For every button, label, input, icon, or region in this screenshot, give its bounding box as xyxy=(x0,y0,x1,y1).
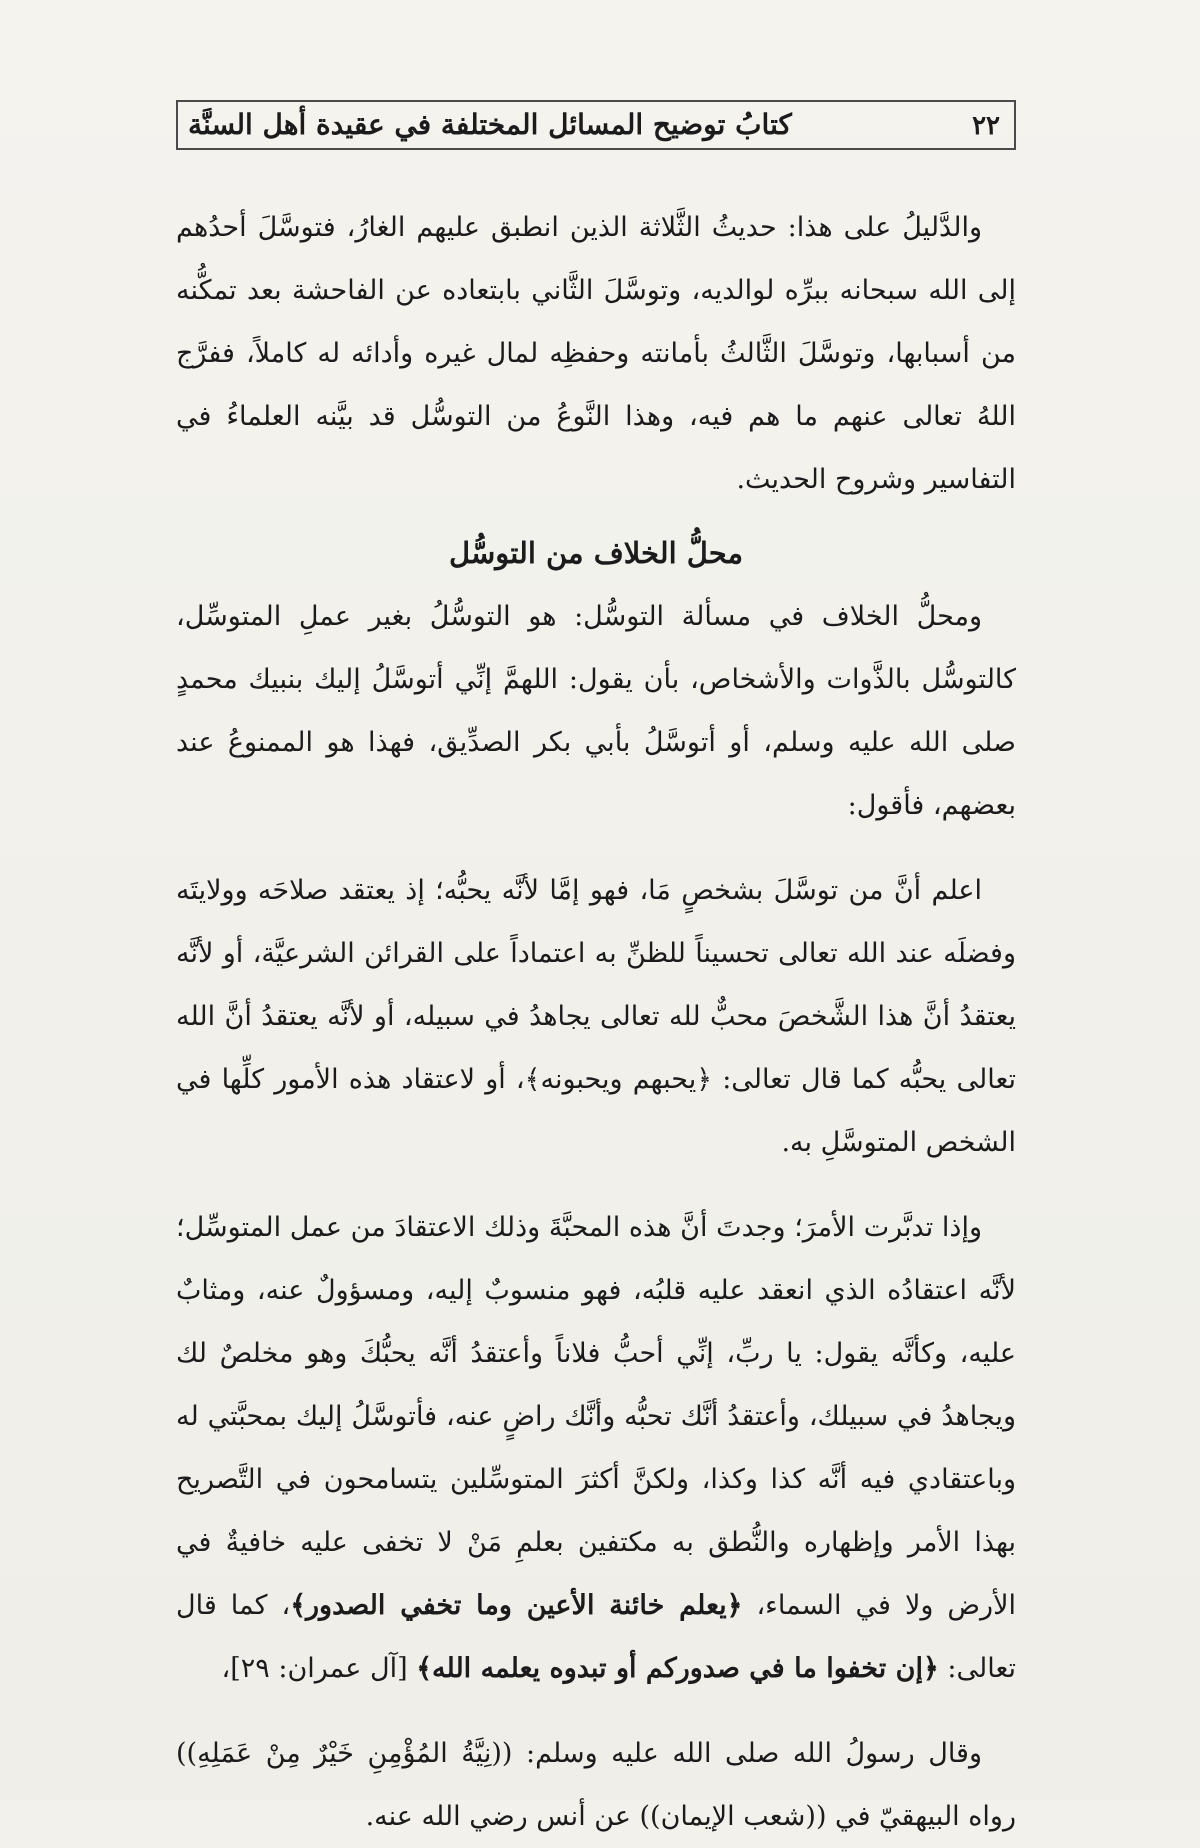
paragraph-hadith: وقال رسولُ الله صلى الله عليه وسلم: ((نِيَّةُ المُؤْمِنِ خَيْرٌ مِنْ عَمَلِهِ)) رواه البيهقيّ في ((شعب الإيمان)) عن أنس رضي الله عنه. xyxy=(176,1738,1016,1832)
paragraph-know: اعلم أنَّ من توسَّلَ بشخصٍ مَا، فهو إمَّا لأنَّه يحبُّه؛ إذ يعتقد صلاحَه وولايتَه وفضلَه عند الله تعالى تحسيناً للظنِّ به اعتماداً على القرائن الشرعيَّة، أو لأنَّه يعتقدُ أنَّ هذا الشَّخصَ محبٌّ لله تعالى يجاهدُ في سبيله، أو لأنَّه يعتقدُ أنَّ الله تعالى يحبُّه كما قال تعالى: ﴿يحبهم ويحبونه﴾، أو لاعتقاد هذه الأمور كلِّها في الشخص المتوسَّلِ به. xyxy=(176,875,1016,1158)
page-header xyxy=(176,100,1016,150)
page-number: ٢٢ xyxy=(972,111,1000,141)
paragraph-dispute: ومحلُّ الخلاف في مسألة التوسُّل: هو التوسُّلُ بغير عملِ المتوسِّل، كالتوسُّل بالذَّوات والأشخاص، بأن يقول: اللهمَّ إنِّي أتوسَّلُ إليك بنبيك محمدٍ صلى الله عليه وسلم، أو أتوسَّلُ بأبي بكر الصدِّيق، فهذا هو الممنوعُ عند بعضهم، فأقول: xyxy=(176,601,1016,821)
paragraph-reflection-text: وإذا تدبَّرت الأمرَ؛ وجدتَ أنَّ هذه المحبَّةَ وذلك الاعتقادَ من عمل المتوسِّل؛ لأنَّه اعتقادُه الذي انعقد عليه قلبُه، فهو منسوبٌ إليه، ومسؤولٌ عنه، ومثابٌ عليه، وكأنَّه يقول: يا ربِّ، إنِّي أحبُّ فلاناً وأعتقدُ أنَّه يحبُّكَ وهو مخلصٌ لك ويجاهدُ في سبيلك، وأعتقدُ أنَّك تحبُّه وأنَّك راضٍ عنه، فأتوسَّلُ إليك بمحبَّتي له وباعتقادي فيه أنَّه كذا وكذا، ولكنَّ أكثرَ المتوسِّلين يتسامحون في التَّصريح بهذا الأمر وإظهاره والنُّطق به مكتفين بعلمِ مَنْ لا تخفى عليه خافيةٌ في الأرض ولا في السماء، xyxy=(176,1212,1016,1621)
paragraph-reflection-connector: ، كما قال تعالى: xyxy=(176,1590,1016,1684)
quran-reference: [آل عمران: ٢٩]، xyxy=(221,1653,417,1684)
paragraph-evidence: والدَّليلُ على هذا: حديثُ الثَّلاثة الذين انطبق عليهم الغارُ، فتوسَّلَ أحدُهم إلى الله سبحانه ببرِّه لوالديه، وتوسَّلَ الثَّاني بابتعاده عن الفاحشة بعد تمكُّنه من أسبابها، وتوسَّلَ الثَّالثُ بأمانته وحفظِه لمال غيره وأدائه له كاملاً، ففرَّج اللهُ تعالى عنهم ما هم فيه، وهذا النَّوعُ من التوسُّل قد بيَّنه العلماءُ في التفاسير وشروح الحديث. xyxy=(176,212,1016,495)
quran-quote-2: ﴿إن تخفوا ما في صدوركم أو تبدوه يعلمه الله﴾ xyxy=(416,1653,939,1684)
quran-quote-1: ﴿يعلم خائنة الأعين وما تخفي الصدور﴾ xyxy=(290,1590,743,1621)
section-heading: محلُّ الخلاف من التوسُّل xyxy=(449,536,743,570)
page-body xyxy=(176,196,1016,1848)
book-title: كتابُ توضيح المسائل المختلفة في عقيدة أهل السنَّة xyxy=(188,108,792,141)
paragraph-reflection xyxy=(176,1196,1016,1700)
